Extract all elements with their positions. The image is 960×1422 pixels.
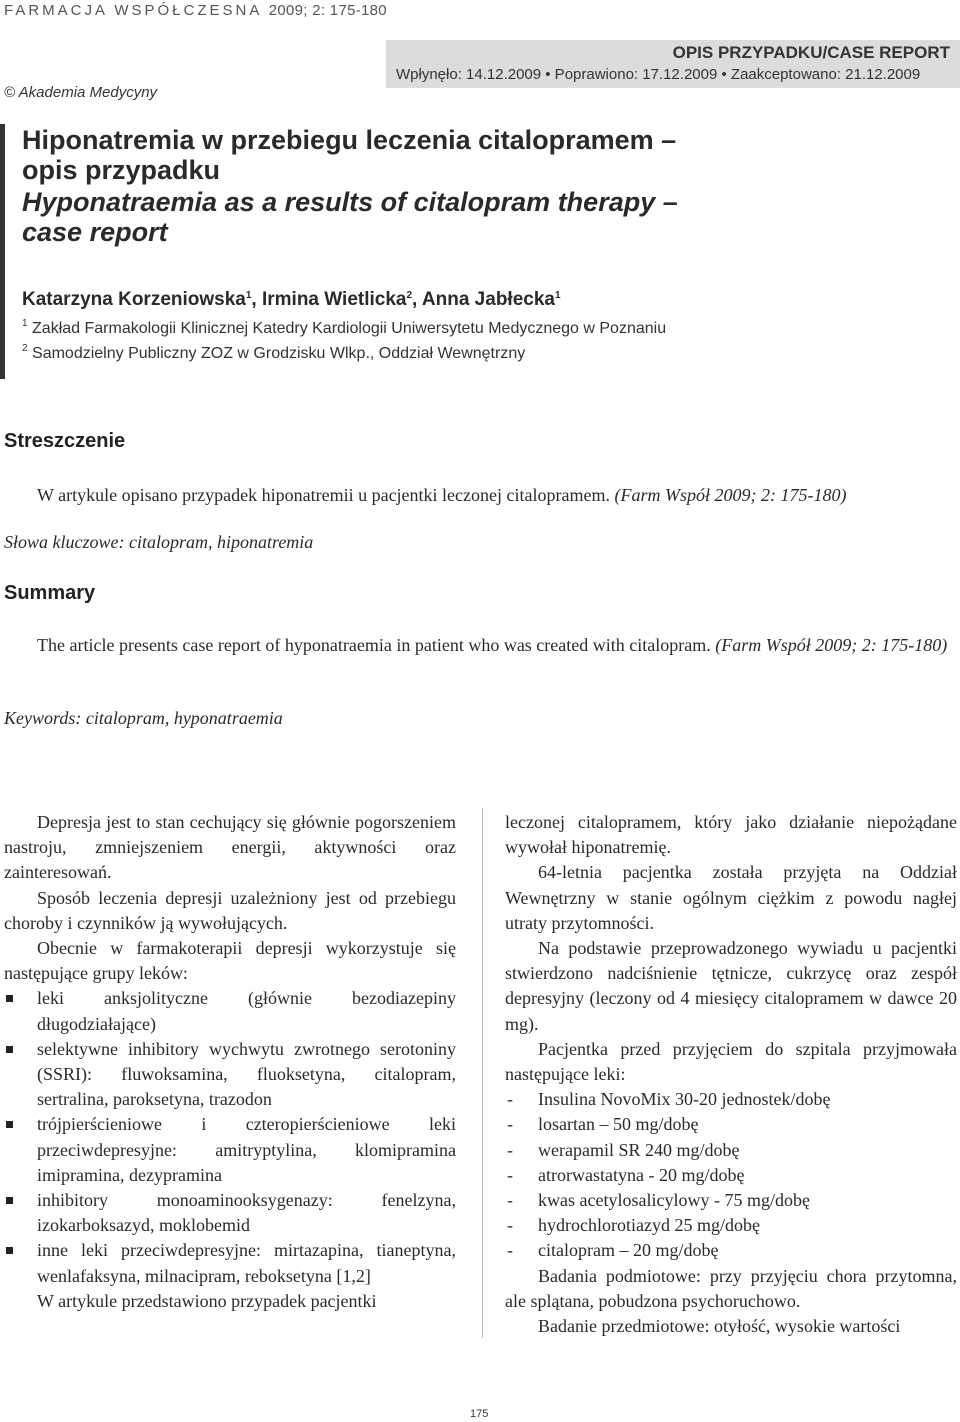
paragraph: Sposób leczenia depresji uzależniony jest od przebiegu choroby i czynników ją wywołujących.	[4, 887, 456, 933]
title-polish-line-1: Hiponatremia w przebiegu leczenia citalopramem –	[22, 125, 677, 155]
affiliation-mark: 2	[22, 343, 28, 354]
author-name: Anna Jabłecka	[421, 289, 555, 310]
column-divider	[482, 808, 483, 1338]
list-item: trójpierścieniowe i czteropierścieniowe leki przeciwdepresyjne: amitryptylina, klomipramina imipramina, dezypramina	[4, 1112, 456, 1188]
summary-body: The article presents case report of hyponatraemia in patient who was created with citalopram.	[37, 635, 711, 655]
affiliation-text: Samodzielny Publiczny ZOZ w Grodzisku Wlkp., Oddział Wewnętrzny	[32, 345, 526, 362]
right-column	[505, 810, 957, 1339]
affiliation-text: Zakład Farmakologii Klinicznej Katedry Kardiologii Uniwersytetu Medycznego w Poznaniu	[32, 320, 667, 337]
author-list	[22, 289, 561, 311]
copyright: © Akademia Medycyny	[4, 84, 158, 101]
author-name: Katarzyna Korzeniowska	[22, 289, 246, 310]
streszczenie-body: W artykule opisano przypadek hiponatremii u pacjentki leczonej citalopramem.	[37, 485, 610, 505]
article-type-box	[386, 40, 960, 88]
streszczenie-text	[37, 482, 957, 508]
summary-heading: Summary	[4, 582, 96, 604]
bullet-icon	[6, 1121, 13, 1128]
title-polish	[22, 125, 902, 185]
page-number: 175	[470, 1408, 489, 1420]
medication-list	[505, 1087, 957, 1263]
list-item: selektywne inhibitory wychwytu zwrotnego serotoniny (SSRI): fluwoksamina, fluoksetyna, citalopram, sertralina, paroksetyna, trazodon	[4, 1037, 456, 1113]
paragraph: Badania podmiotowe: przy przyjęciu chora przytomna, ale splątana, pobudzona psychoruchowo.	[505, 1265, 957, 1311]
journal-name: FARMACJA WSPÓŁCZESNA	[4, 2, 262, 19]
paragraph: Na podstawie przeprowadzonego wywiadu u pacjentki stwierdzono nadciśnienie tętnicze, cukrzycę oraz zespół depresyjny (leczony od 4 miesięcy citalopramem w dawce 20 mg).	[505, 938, 957, 1034]
summary-text	[4, 632, 956, 658]
author-separator: ,	[412, 289, 422, 310]
title-english-line-1: Hyponatraemia as a results of citalopram therapy –	[22, 187, 678, 217]
title-polish-line-2: opis przypadku	[22, 155, 221, 185]
title-english	[22, 187, 902, 247]
list-item: - Insulina NovoMix 30-20 jednostek/dobę	[507, 1089, 831, 1110]
list-item: - citalopram – 20 mg/dobę	[507, 1240, 719, 1261]
list-item: - kwas acetylosalicylowy - 75 mg/dobę	[507, 1190, 810, 1211]
streszczenie-heading: Streszczenie	[4, 430, 126, 452]
streszczenie-citation: (Farm Współ 2009; 2: 175-180)	[614, 485, 847, 505]
author-name: Irmina Wietlicka	[261, 289, 407, 310]
journal-citation: 2009; 2: 175-180	[268, 2, 387, 19]
article-dates: Wpłynęło: 14.12.2009 • Poprawiono: 17.12.2009 • Zaakceptowano: 21.12.2009	[396, 66, 921, 83]
author-affiliation-mark: 2	[406, 290, 413, 301]
paragraph: 64-letnia pacjentka została przyjęta na Oddział Wewnętrzny w stanie ogólnym ciężkim z powodu nagłej utraty przytomności.	[505, 862, 957, 933]
bullet-icon	[6, 1197, 13, 1204]
left-column	[4, 810, 456, 1314]
bullet-icon	[6, 1247, 13, 1254]
author-affiliation-mark: 1	[554, 290, 561, 301]
list-item: leki anksjolityczne (głównie bezodiazepiny długodziałające)	[4, 986, 456, 1036]
paragraph: Badanie przedmiotowe: otyłość, wysokie wartości	[538, 1316, 901, 1337]
affiliation-mark: 1	[22, 318, 28, 329]
bullet-icon	[6, 995, 13, 1002]
bullet-icon	[6, 1046, 13, 1053]
affiliation-1	[22, 320, 666, 338]
list-item: - hydrochlorotiazyd 25 mg/dobę	[507, 1215, 760, 1236]
affiliation-2	[22, 345, 525, 363]
paragraph: W artykule przedstawiono przypadek pacjentki	[37, 1290, 377, 1311]
keywords: Keywords: citalopram, hyponatraemia	[4, 708, 283, 728]
paragraph: Obecnie w farmakoterapii depresji wykorzystuje się następujące grupy leków:	[4, 938, 456, 984]
paragraph: Depresja jest to stan cechujący się głównie pogorszeniem nastroju, zmniejszeniem energii, aktywności oraz zainteresowań.	[4, 812, 456, 883]
list-item: - atrorwastatyna - 20 mg/dobę	[507, 1164, 745, 1185]
list-item: inhibitory monoaminooksygenazy: fenelzyna, izokarboksazyd, moklobemid	[4, 1188, 456, 1238]
list-item: inne leki przeciwdepresyjne: mirtazapina, tianeptyna, wenlafaksyna, milnacipram, reboksetyna [1,2]	[4, 1238, 456, 1288]
journal-header	[4, 2, 387, 19]
paragraph: leczonej citalopramem, który jako działanie niepożądane wywołał hiponatremię.	[505, 812, 957, 858]
list-item: - losartan – 50 mg/dobę	[507, 1114, 699, 1135]
list-item: - werapamil SR 240 mg/dobę	[507, 1139, 740, 1160]
title-accent-bar	[0, 124, 5, 379]
paragraph: Pacjentka przed przyjęciem do szpitala przyjmowała następujące leki:	[505, 1038, 957, 1085]
slowa-kluczowe: Słowa kluczowe: citalopram, hiponatremia	[4, 532, 314, 552]
author-separator: ,	[251, 289, 262, 310]
drug-group-list	[4, 986, 456, 1288]
summary-citation: (Farm Współ 2009; 2: 175-180)	[715, 635, 948, 655]
author-affiliation-mark: 1	[245, 290, 252, 301]
title-english-line-2: case report	[22, 217, 168, 247]
article-type: OPIS PRZYPADKU/CASE REPORT	[672, 43, 950, 62]
